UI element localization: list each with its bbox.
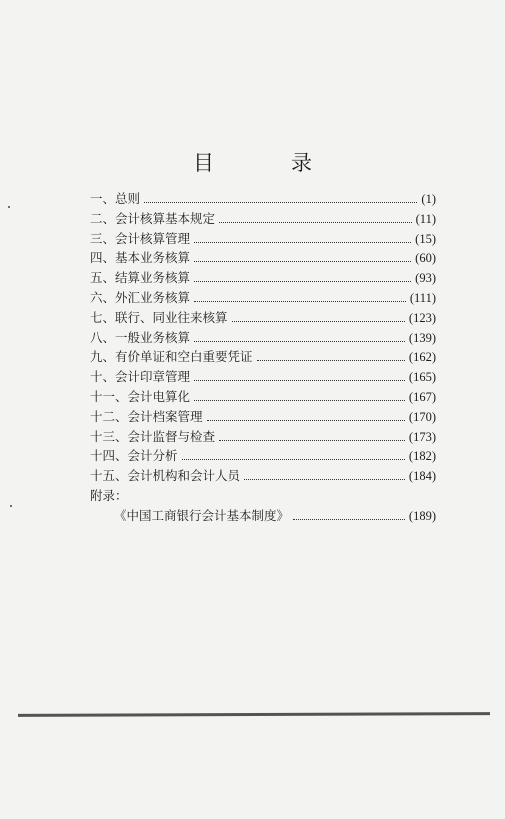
leader-dots xyxy=(219,222,412,223)
toc-entry-label: 十五、会计机构和会计人员 xyxy=(90,468,241,484)
toc-entry xyxy=(90,427,436,447)
leader-dots xyxy=(194,301,406,302)
leader-dots xyxy=(257,360,405,361)
toc-entry-label: 九、有价单证和空白重要凭证 xyxy=(90,349,253,365)
toc-entry xyxy=(90,387,436,407)
toc-entry-page: (60) xyxy=(415,251,436,266)
toc-entry-page: (93) xyxy=(415,271,436,286)
appendix-entry-page: (189) xyxy=(408,508,436,523)
leader-dots xyxy=(194,242,411,243)
toc-entry-label: 十、会计印章管理 xyxy=(90,369,191,385)
toc-entry xyxy=(90,347,436,367)
toc-entry-label: 三、会计核算管理 xyxy=(90,230,191,246)
toc-entry xyxy=(90,328,436,348)
leader-dots xyxy=(194,380,405,381)
leader-dots xyxy=(244,479,405,480)
toc-entry-page: (1) xyxy=(421,192,436,206)
toc-entry xyxy=(90,308,436,328)
toc-entry-page: (139) xyxy=(408,330,436,345)
table-of-contents xyxy=(90,189,436,526)
leader-dots xyxy=(232,321,405,322)
toc-entry xyxy=(90,229,436,249)
leader-dots xyxy=(194,400,405,401)
toc-entry-label: 八、一般业务核算 xyxy=(90,329,191,345)
toc-entry-label: 二、会计核算基本规定 xyxy=(90,210,216,226)
page-title: 目 录 xyxy=(193,151,340,175)
toc-entry xyxy=(90,189,436,209)
toc-entry-page: (11) xyxy=(415,211,436,226)
toc-entry xyxy=(90,248,436,268)
toc-entry-page: (173) xyxy=(408,429,436,444)
leader-dots xyxy=(194,281,411,282)
leader-dots xyxy=(194,341,405,342)
toc-entry xyxy=(90,268,436,288)
leader-dots xyxy=(182,459,405,460)
toc-entry-label: 六、外汇业务核算 xyxy=(90,289,191,305)
toc-entry xyxy=(90,446,436,466)
scan-speck xyxy=(8,206,10,208)
toc-entry xyxy=(90,288,436,308)
toc-entry-label: 十三、会计监督与检查 xyxy=(90,428,216,444)
toc-entry-page: (165) xyxy=(408,370,436,385)
toc-entry-page: (167) xyxy=(408,389,436,404)
toc-entry-page: (162) xyxy=(408,350,436,365)
toc-entry-label: 十一、会计电算化 xyxy=(90,388,191,404)
leader-dots xyxy=(293,519,405,520)
toc-entry-page: (170) xyxy=(408,409,436,424)
toc-entry xyxy=(90,407,436,427)
appendix-entry-label: 《中国工商银行会计基本制度》 xyxy=(114,507,290,523)
toc-entry-page: (184) xyxy=(408,469,436,484)
appendix-heading: 附录： xyxy=(90,487,128,503)
toc-entry-page: (123) xyxy=(408,310,436,325)
leader-dots xyxy=(144,202,417,203)
toc-entry-label: 十四、会计分析 xyxy=(90,448,178,464)
toc-entry xyxy=(90,367,436,387)
toc-entry-label: 五、结算业务核算 xyxy=(90,270,191,286)
toc-entry xyxy=(90,209,436,229)
toc-entry-page: (111) xyxy=(409,290,436,305)
toc-entry-page: (15) xyxy=(415,231,436,246)
leader-dots xyxy=(219,440,405,441)
toc-entry-label: 七、联行、同业往来核算 xyxy=(90,309,228,325)
toc-entry-label: 一、总则 xyxy=(90,191,141,206)
toc-entry xyxy=(90,466,436,486)
toc-entry-page: (182) xyxy=(408,449,436,464)
bottom-rule xyxy=(18,712,490,717)
toc-entry-label: 四、基本业务核算 xyxy=(90,250,191,266)
scan-speck xyxy=(10,505,12,507)
leader-dots xyxy=(207,420,405,421)
leader-dots xyxy=(194,261,411,262)
toc-entry-label: 十二、会计档案管理 xyxy=(90,408,203,424)
appendix-entry xyxy=(114,506,436,526)
